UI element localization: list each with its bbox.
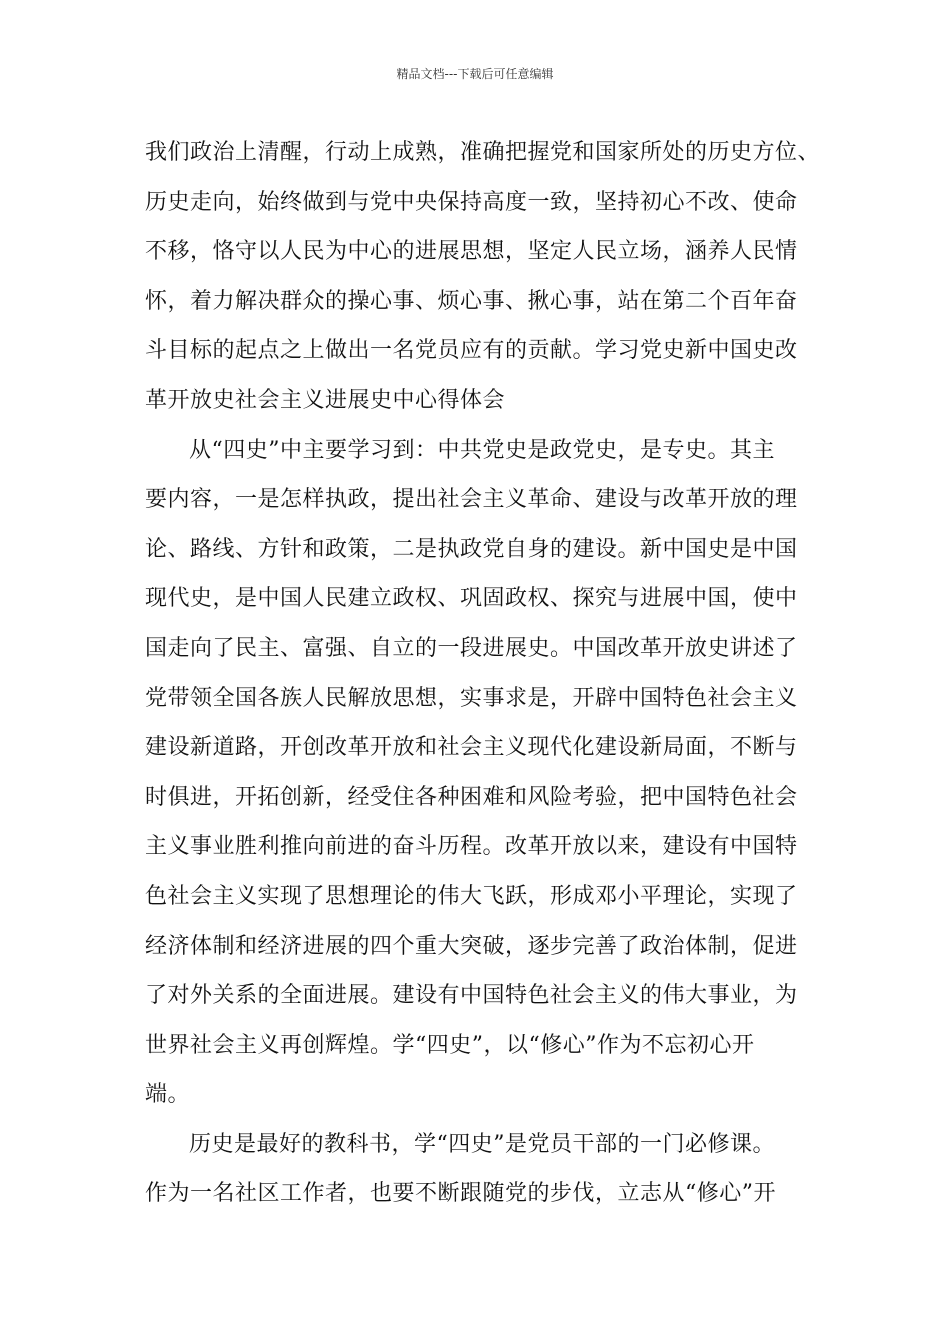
text-line: 怀，着力解决群众的操心事、烦心事、揪心事，站在第二个百年奋 xyxy=(145,288,798,314)
text-line: 国走向了民主、富强、自立的一段进展史。中国改革开放史讲述了 xyxy=(145,635,798,661)
text-line: 革开放史社会主义进展史中心得体会 xyxy=(145,387,506,413)
text-line: 世界社会主义再创辉煌。学“四史”，以“修心”作为不忘初心开 xyxy=(145,1032,755,1058)
text-line: 建设新道路，开创改革开放和社会主义现代化建设新局面，不断与 xyxy=(145,735,798,761)
text-line: 色社会主义实现了思想理论的伟大飞跃，形成邓小平理论，实现了 xyxy=(145,883,798,909)
text-line: 论、路线、方针和政策，二是执政党自身的建设。新中国史是中国 xyxy=(145,536,798,562)
text-line: 现代史，是中国人民建立政权、巩固政权、探究与进展中国，使中 xyxy=(145,586,798,612)
text-line: 端。 xyxy=(145,1082,191,1108)
text-line: 主义事业胜利推向前进的奋斗历程。改革开放以来，建设有中国特 xyxy=(145,834,798,860)
page-header: 精品文档---下载后可任意编辑 xyxy=(396,67,554,81)
paragraph-first-line: 历史是最好的教科书，学“四史”是党员干部的一门必修课。 xyxy=(189,1131,775,1157)
text-line: 了对外关系的全面进展。建设有中国特色社会主义的伟大事业，为 xyxy=(145,983,798,1009)
text-line: 斗目标的起点之上做出一名党员应有的贡献。学习党史新中国史改 xyxy=(145,338,798,364)
text-line: 要内容，一是怎样执政，提出社会主义革命、建设与改革开放的理 xyxy=(145,487,798,513)
text-line: 不移，恪守以人民为中心的进展思想，坚定人民立场，涵养人民情 xyxy=(145,239,798,265)
paragraph-first-line: 从“四史”中主要学习到：中共党史是政党史，是专史。其主 xyxy=(189,437,775,463)
text-line: 作为一名社区工作者，也要不断跟随党的步伐，立志从“修心”开 xyxy=(145,1181,776,1207)
text-line: 经济体制和经济进展的四个重大突破，逐步完善了政治体制，促进 xyxy=(145,933,798,959)
text-line: 历史走向，始终做到与党中央保持高度一致，坚持初心不改、使命 xyxy=(145,189,798,215)
text-line: 我们政治上清醒，行动上成熟，准确把握党和国家所处的历史方位、 xyxy=(145,140,821,165)
text-line: 党带领全国各族人民解放思想，实事求是，开辟中国特色社会主义 xyxy=(145,685,798,711)
document-body xyxy=(145,128,821,1219)
text-line: 时俱进，开拓创新，经受住各种困难和风险考验，把中国特色社会 xyxy=(145,784,798,810)
